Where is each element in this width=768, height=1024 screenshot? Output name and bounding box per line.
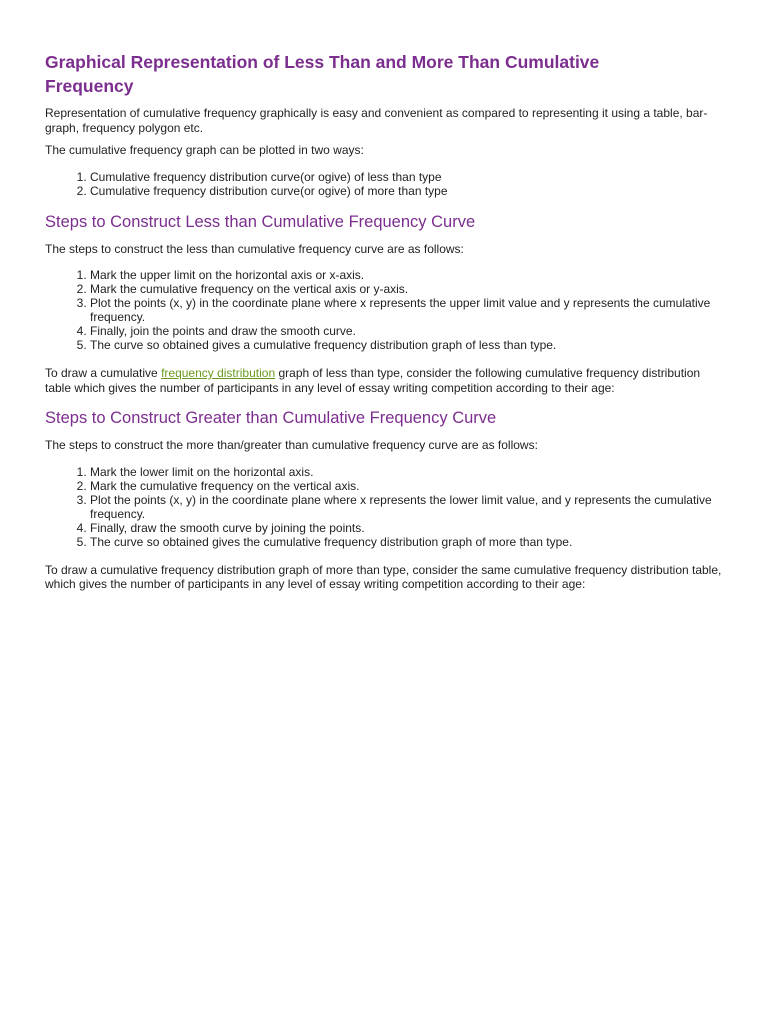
list-item: 1. Mark the lower limit on the horizontal axis. xyxy=(90,465,725,479)
greater-than-steps-list xyxy=(45,465,725,549)
less-than-closing-paragraph xyxy=(45,366,725,395)
ogive-types-list xyxy=(45,170,725,198)
list-item: 1. Mark the upper limit on the horizontal axis or x-axis. xyxy=(90,268,725,282)
list-item: 4. Finally, join the points and draw the smooth curve. xyxy=(90,324,725,338)
list-item: 1. Cumulative frequency distribution curve(or ogive) of less than type xyxy=(90,170,725,184)
less-than-heading: Steps to Construct Less than Cumulative Frequency Curve xyxy=(45,212,476,231)
intro-paragraph: Representation of cumulative frequency graphically is easy and convenient as compared to representing it using a table, bar-graph, frequency polygon etc. xyxy=(45,106,708,135)
list-item: 2. Mark the cumulative frequency on the vertical axis. xyxy=(90,479,725,493)
greater-than-heading: Steps to Construct Greater than Cumulative Frequency Curve xyxy=(45,409,497,427)
frequency-distribution-link[interactable]: frequency distribution xyxy=(161,366,276,380)
closing-text-before: To draw a cumulative xyxy=(45,366,162,380)
intro-ways-lead: The cumulative frequency graph can be plotted in two ways: xyxy=(45,143,364,157)
list-item: 4. Finally, draw the smooth curve by joining the points. xyxy=(90,521,725,535)
greater-than-closing-paragraph: To draw a cumulative frequency distribution graph of more than type, consider the same cumulative frequency distribution table, which gives the number of participants in any level of essay writing competition according to their age: xyxy=(45,562,722,591)
less-than-steps-list xyxy=(45,268,725,352)
list-item: 5. The curve so obtained gives a cumulative frequency distribution graph of less than type. xyxy=(90,338,725,352)
list-item: 3. Plot the points (x, y) in the coordinate plane where x represents the upper limit value and y represents the cumulative frequency. xyxy=(90,296,725,324)
list-item: 2. Mark the cumulative frequency on the vertical axis or y-axis. xyxy=(90,282,725,296)
list-item: 5. The curve so obtained gives the cumulative frequency distribution graph of more than type. xyxy=(90,535,725,549)
closing-text-after: graph of less than type, consider the following cumulative frequency distribution table which gives the number of participants in any level of essay writing competition according to their age: xyxy=(45,366,701,395)
list-item: 3. Plot the points (x, y) in the coordinate plane where x represents the lower limit value, and y represents the cumulative frequency. xyxy=(90,493,725,521)
list-item: 2. Cumulative frequency distribution curve(or ogive) of more than type xyxy=(90,184,725,198)
page-title: Graphical Representation of Less Than and More Than Cumulative Frequency xyxy=(45,52,600,96)
less-than-lead: The steps to construct the less than cumulative frequency curve are as follows: xyxy=(45,241,464,256)
greater-than-lead: The steps to construct the more than/greater than cumulative frequency curve are as follows: xyxy=(45,438,538,452)
